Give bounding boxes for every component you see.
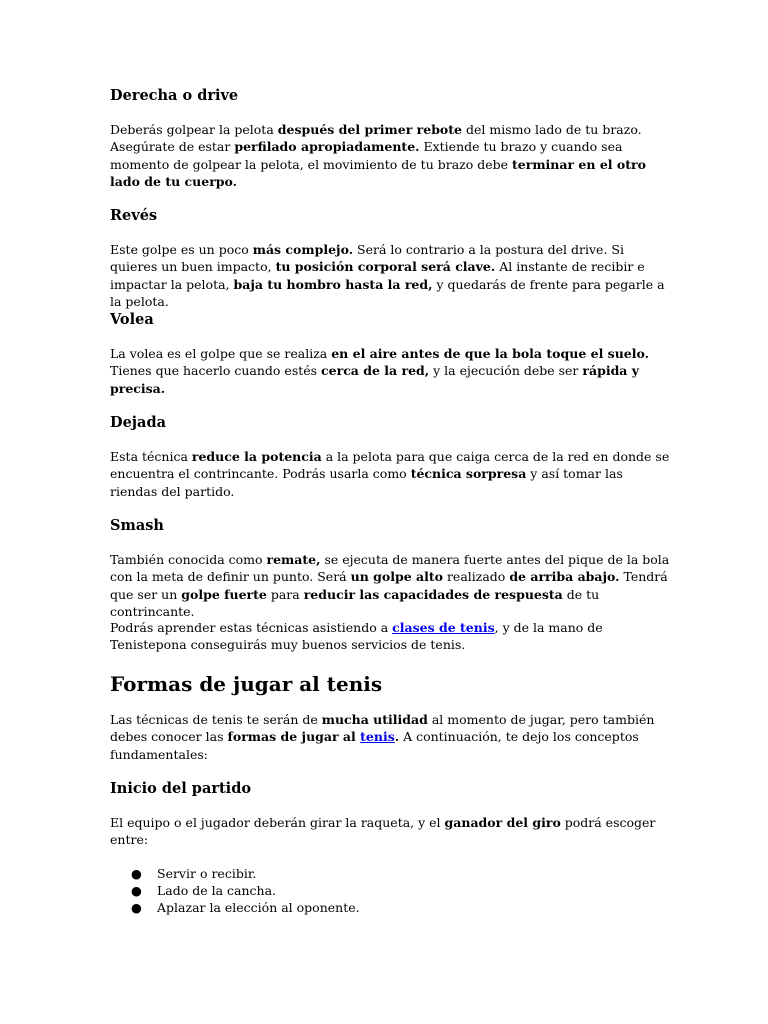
heading-formas: Formas de jugar al tenis bbox=[110, 672, 383, 696]
paragraph-reves: Este golpe es un poco más complejo. Será lo contrario a la postura del drive. Si quieres un buen impacto, tu posición corporal será clave. Al instante de recibir e impactar la pelota, baja tu hombro hasta la red, y quedarás de frente para pegarle a la pelota. bbox=[110, 242, 665, 309]
paragraph-smash: También conocida como remate, se ejecuta de manera fuerte antes del pique de la bola con la meta de definir un punto. Será un golpe alto realizado de arriba abajo. Tendrá que ser un golpe fuerte para reducir las capacidades de respuesta de tu contrincante. bbox=[110, 552, 670, 619]
section-formas bbox=[110, 672, 670, 763]
paragraph-derecha: Deberás golpear la pelota después del primer rebote del mismo lado de tu brazo. Asegúrate de estar perfilado apropiadamente. Extiende tu brazo y cuando sea momento de golpear la pelota, el movimiento de tu brazo debe terminar en el otro lado de tu cuerpo. bbox=[110, 122, 646, 189]
bullet-icon: ● bbox=[131, 865, 142, 881]
section-inicio bbox=[110, 780, 670, 916]
section-derecha bbox=[110, 87, 670, 190]
list-item: ● Aplazar la elección al oponente. bbox=[131, 900, 360, 916]
heading-derecha: Derecha o drive bbox=[110, 87, 239, 104]
section-aprender bbox=[110, 619, 670, 654]
paragraph-formas: Las técnicas de tenis te serán de mucha utilidad al momento de jugar, pero también debes conocer las formas de jugar al tenis. A continuación, te dejo los conceptos fundamentales: bbox=[110, 712, 655, 762]
paragraph-aprender: Podrás aprender estas técnicas asistiendo a clases de tenis, y de la mano de Tenistepona conseguirás muy buenos servicios de tenis. bbox=[110, 620, 603, 653]
section-smash bbox=[110, 517, 670, 620]
list-item: ● Servir o recibir. bbox=[131, 865, 257, 881]
heading-inicio: Inicio del partido bbox=[110, 780, 251, 797]
heading-dejada: Dejada bbox=[110, 414, 166, 431]
heading-smash: Smash bbox=[110, 517, 164, 534]
section-dejada bbox=[110, 414, 670, 500]
section-reves bbox=[110, 207, 670, 310]
list-item: ● Lado de la cancha. bbox=[131, 882, 277, 898]
paragraph-dejada: Esta técnica reduce la potencia a la pelota para que caiga cerca de la red en donde se encuentra el contrincante. Podrás usarla como técnica sorpresa y así tomar las riendas del partido. bbox=[110, 449, 670, 499]
paragraph-inicio: El equipo o el jugador deberán girar la raqueta, y el ganador del giro podrá escoger entre: bbox=[110, 815, 656, 848]
tenis-link[interactable]: tenis bbox=[360, 729, 395, 745]
heading-reves: Revés bbox=[110, 207, 158, 224]
paragraph-volea: La volea es el golpe que se realiza en el aire antes de que la bola toque el suelo. Tienes que hacerlo cuando estés cerca de la red, y la ejecución debe ser rápida y precisa. bbox=[110, 346, 649, 396]
bullet-icon: ● bbox=[131, 900, 142, 916]
options-list bbox=[0, 865, 670, 917]
heading-volea: Volea bbox=[110, 311, 154, 328]
clases-de-tenis-link[interactable]: clases de tenis bbox=[392, 620, 495, 635]
section-volea bbox=[110, 311, 670, 397]
bullet-icon: ● bbox=[131, 882, 142, 898]
